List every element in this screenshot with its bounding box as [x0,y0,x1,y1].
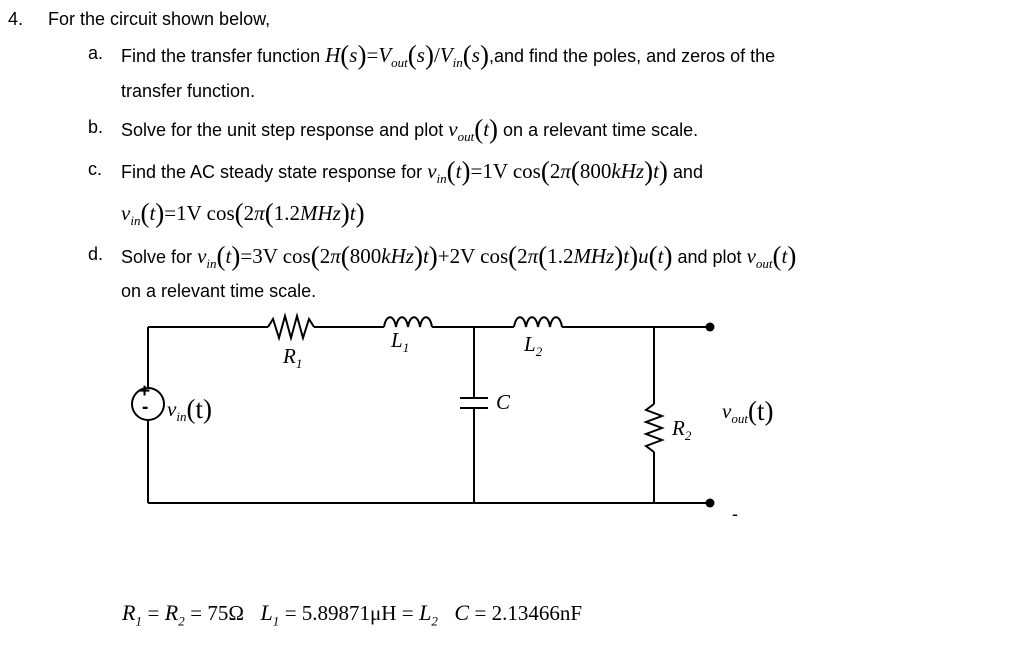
part-c-text2: and [672,162,703,182]
l-values: $L_1 = 5.89871\mu H = L_2$ [260,600,438,629]
r2-label: $R_2$ [672,416,692,444]
l1-label: $L_1$ [391,328,410,356]
component-values [122,600,582,629]
part-a-letter: a. [88,43,104,63]
l2-inductor-symbol [514,317,562,327]
source-t-arg: (t) [186,394,212,424]
part-c-letter: c. [88,159,103,179]
part-b-text2: on a relevant time scale. [503,120,699,140]
r1-label: $R_1$ [283,344,303,372]
vout-t-b: $v_{out}(t)$ [448,114,499,145]
r1-resistor-symbol [268,316,314,338]
source-plus-sign: + [139,381,151,402]
l2-label: $L_2$ [524,332,543,360]
part-b-letter: b. [88,117,104,137]
output-terminal-top [706,323,715,332]
l1-inductor-symbol [384,317,432,327]
output-minus-sign: - [732,504,738,524]
problem-intro: For the circuit shown below, [48,9,271,29]
part-a-text2: ,and find the poles, and zeros of the [488,46,776,66]
part-d-text3: on a relevant time scale. [121,281,317,301]
part-a-text3: transfer function. [121,81,256,101]
part-d-text2: and plot [677,247,742,267]
part-d-letter: d. [88,244,104,264]
vout-t-d: $v_{out}(t)$ [746,241,797,272]
part-c-text1: Find the AC steady state response for [121,162,423,182]
transfer-function-equation: $H(s)=V_{out}(s)/V_{in}(s)$ [325,40,489,71]
vout-t-arg: (t) [747,396,774,426]
vin-eq-combined: $v_{in}(t)=3V$ cos(2π(800kHz)t)+2V cos(2π(1.2MHz)t)u(t) [197,241,673,272]
problem-number: 4. [8,9,24,29]
part-a-text1: Find the transfer function [121,46,321,66]
r2-resistor-symbol [646,404,662,452]
vin-eq-1-2mhz: $v_{in}(t)=1V$ cos(2π(1.2MHz)t) [121,198,365,229]
c-label: C [496,390,511,414]
source-label: $v_{in}(t)$ [167,394,212,425]
part-b-text1: Solve for the unit step response and plot [121,120,444,140]
vin-eq-800khz: $v_{in}(t)=1V$ cos(2π(800kHz)t) [427,156,668,187]
part-d-text1: Solve for [121,247,193,267]
source-minus-sign: - [142,397,149,418]
c-value: C = 2.13466nF [454,600,583,625]
r-values: $R_1 = R_2 = 75\Omega$ [122,600,244,629]
vout-label: $v_{out}(t)$ [722,396,774,427]
output-terminal-bottom [706,499,715,508]
